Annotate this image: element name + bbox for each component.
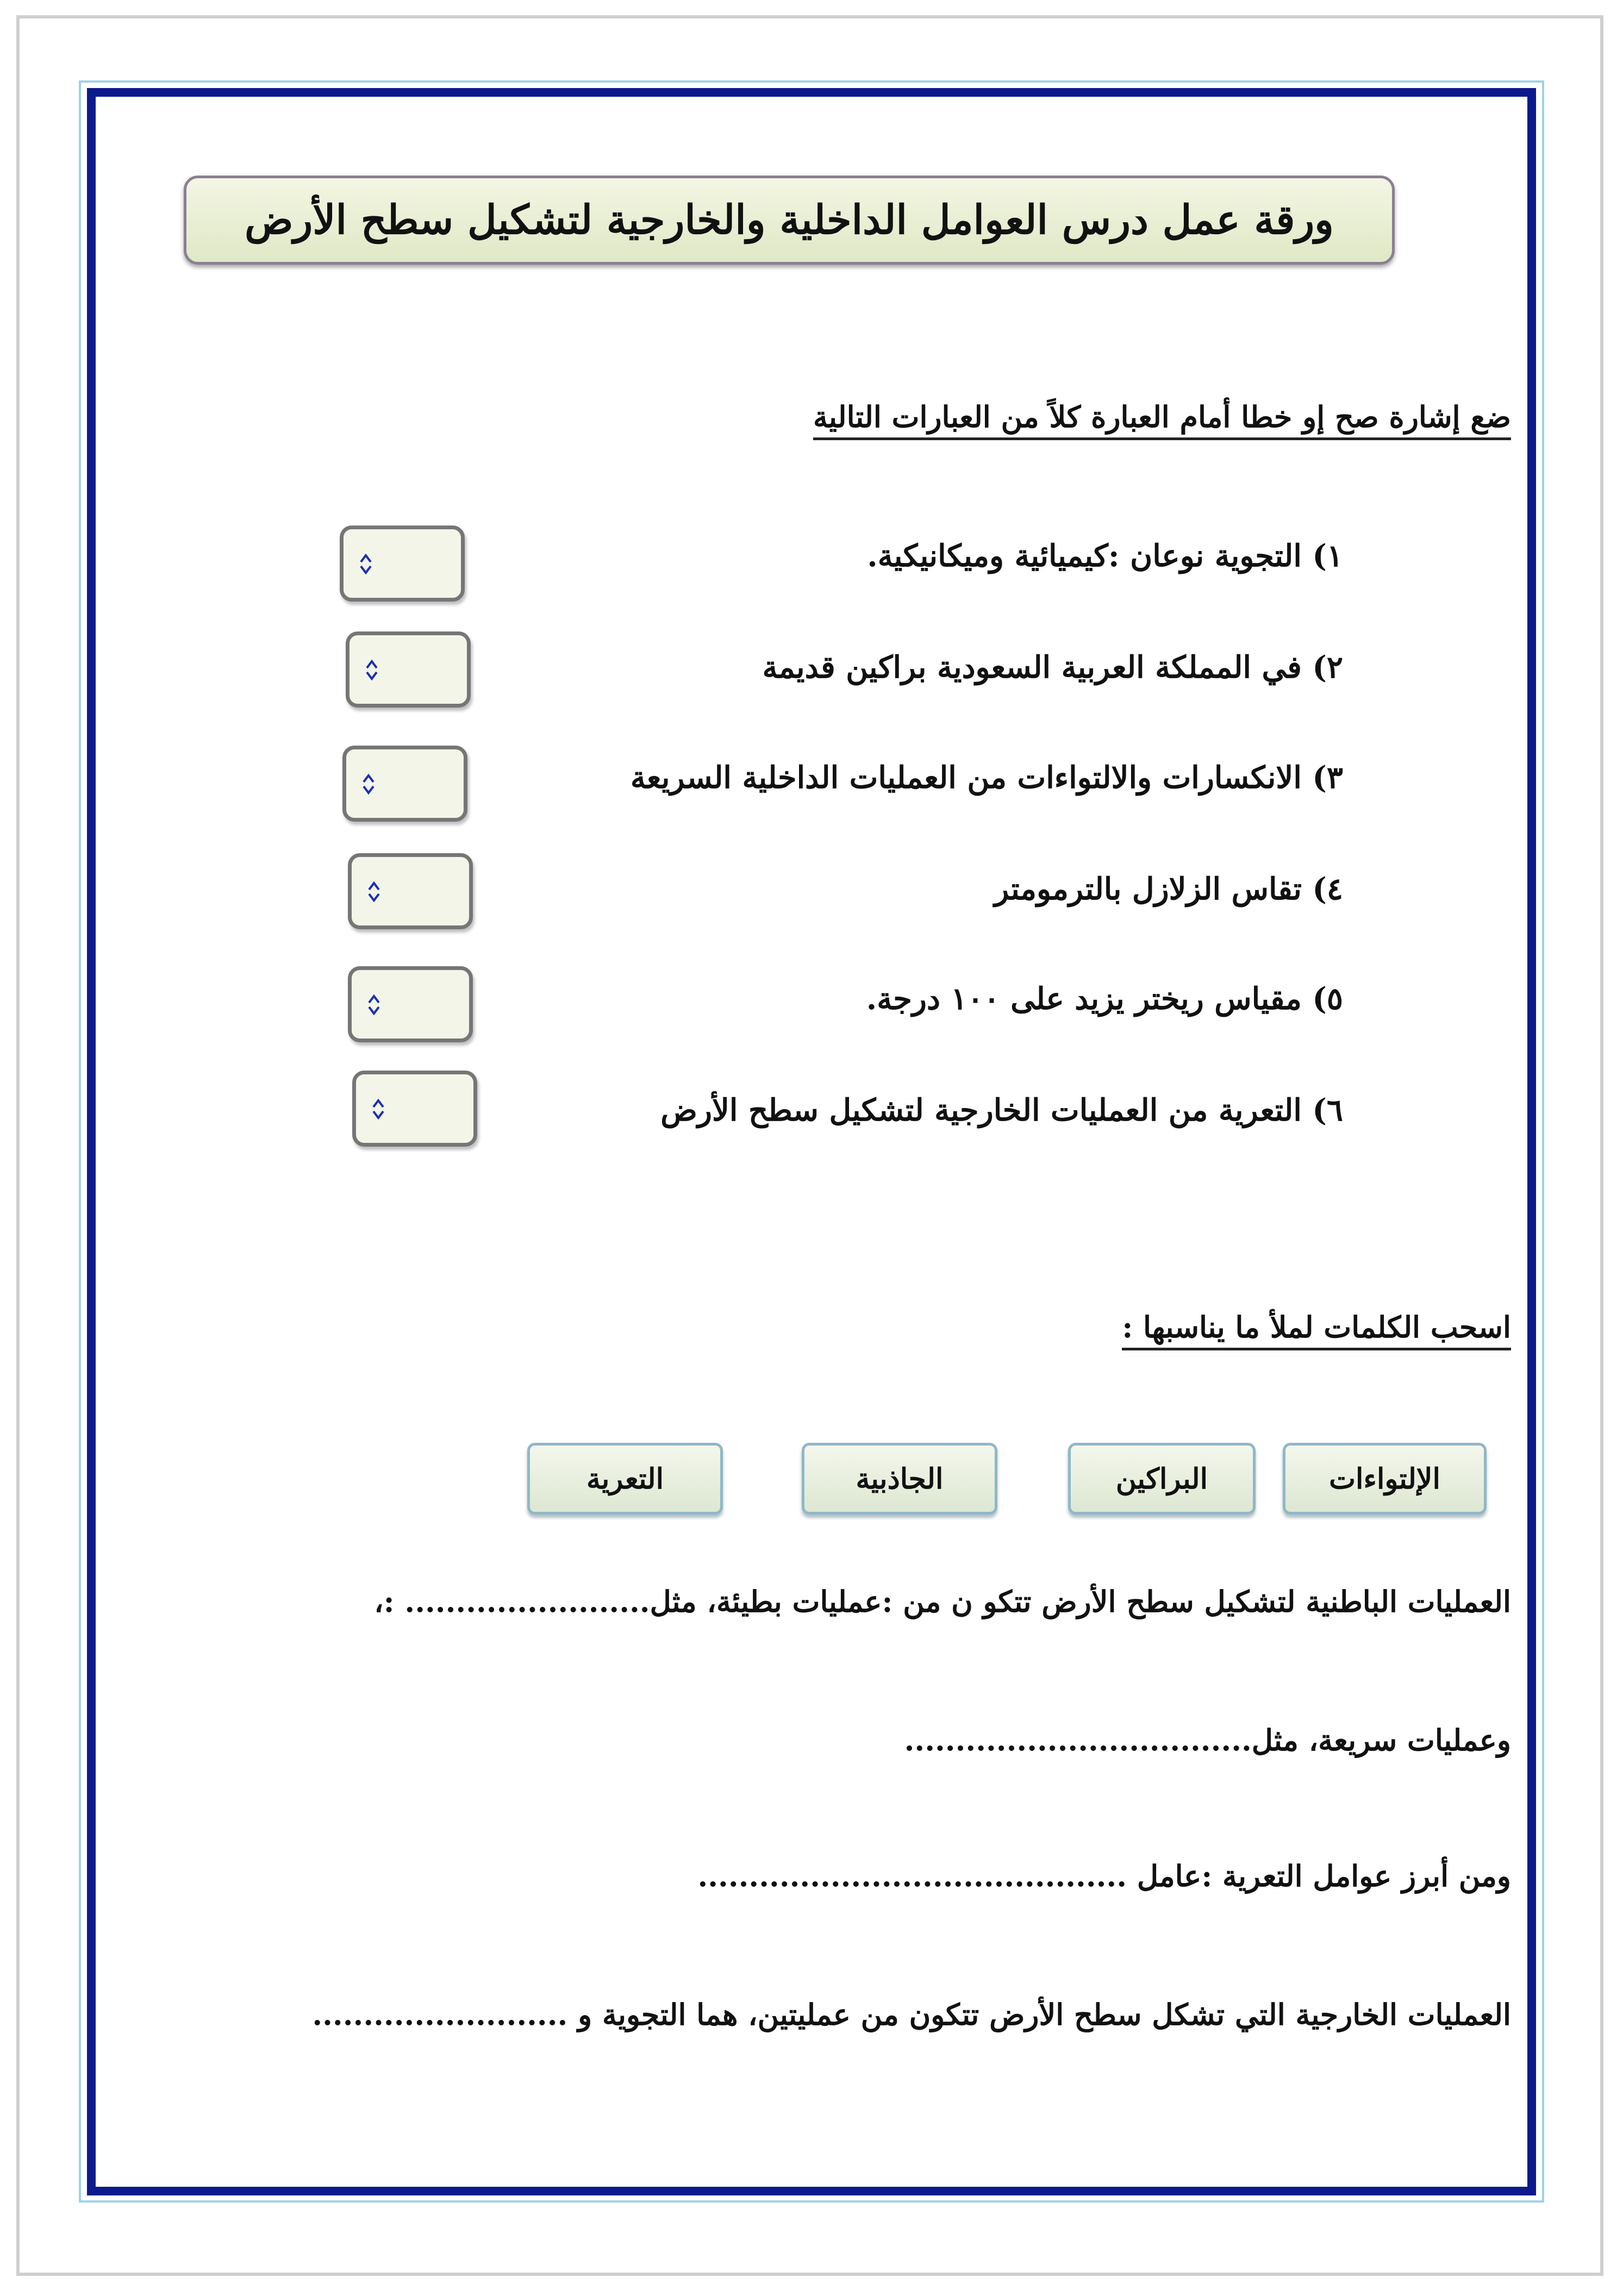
up-down-chevron-icon: [365, 656, 379, 684]
up-down-chevron-icon: [371, 1095, 385, 1123]
question-5-text: ٥) مقياس ريختر يزيد على ١٠٠ درجة.: [866, 981, 1343, 1017]
word-chip-label: التعرية: [586, 1462, 664, 1496]
up-down-chevron-icon: [367, 991, 381, 1019]
question-3-text: ٣) الانكسارات والالتواءات من العمليات الداخلية السريعة: [630, 760, 1343, 796]
word-chip-folds[interactable]: [1283, 1443, 1487, 1515]
question-2-text: ٢) في المملكة العربية السعودية براكين قديمة: [762, 649, 1343, 685]
answer-dropdown-4[interactable]: [348, 853, 473, 929]
fill-blank-line-4: العمليات الخارجية التي تشكل سطح الأرض تتكون من عمليتين، هما التجوية و .........................: [312, 1997, 1511, 2032]
word-chip-gravity[interactable]: [802, 1443, 997, 1515]
up-down-chevron-icon: [359, 550, 373, 578]
title-box: [184, 176, 1395, 265]
word-chip-label: البراكين: [1115, 1462, 1208, 1496]
answer-dropdown-2[interactable]: [346, 631, 471, 708]
question-4-text: ٤) تقاس الزلازل بالترمومتر: [994, 871, 1343, 907]
word-chip-erosion[interactable]: [527, 1443, 723, 1515]
true-false-heading: ضع إشارة صح إو خطا أمام العبارة كلاً من العبارات التالية: [813, 399, 1511, 440]
fill-blank-line-3: ومن أبرز عوامل التعرية :عامل ..........................................: [697, 1859, 1511, 1893]
word-chip-volcanoes[interactable]: [1068, 1443, 1256, 1515]
answer-dropdown-3[interactable]: [342, 746, 467, 822]
fill-blank-line-2: وعمليات سريعة، مثل..................................: [904, 1723, 1511, 1757]
up-down-chevron-icon: [367, 878, 381, 906]
drag-words-heading: اسحب الكلمات لملأ ما يناسبها :: [1122, 1310, 1511, 1350]
question-1-text: ١) التجوية نوعان :كيميائية وميكانيكية.: [867, 538, 1343, 574]
answer-dropdown-1[interactable]: [340, 525, 465, 602]
up-down-chevron-icon: [361, 770, 376, 798]
question-6-text: ٦) التعرية من العمليات الخارجية لتشكيل سطح الأرض: [660, 1092, 1343, 1128]
worksheet-title: ورقة عمل درس العوامل الداخلية والخارجية لتشكيل سطح الأرض: [245, 197, 1334, 243]
answer-dropdown-5[interactable]: [348, 966, 473, 1042]
word-chip-label: الجاذبية: [856, 1462, 944, 1496]
word-chip-label: الإلتواءات: [1329, 1462, 1440, 1496]
fill-blank-line-1: العمليات الباطنية لتشكيل سطح الأرض تتكو ن من :عمليات بطيئة، مثل........................ :،: [374, 1584, 1511, 1619]
answer-dropdown-6[interactable]: [352, 1071, 477, 1147]
